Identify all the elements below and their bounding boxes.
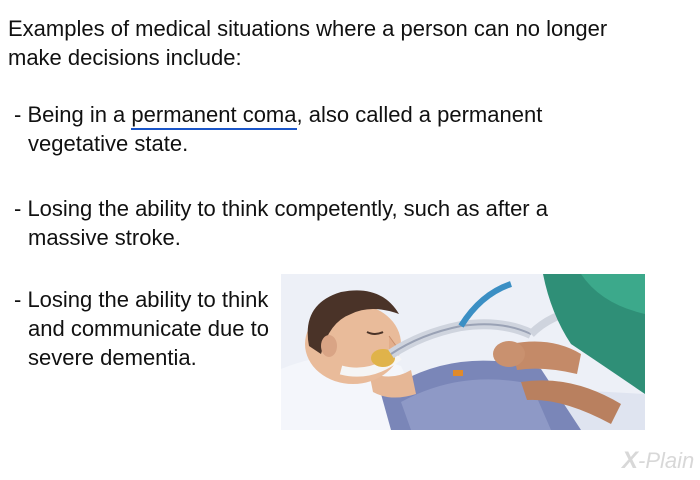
xplain-logo bbox=[622, 447, 694, 475]
logo-mark: X bbox=[622, 447, 639, 474]
patient-on-ventilator-illustration bbox=[281, 274, 645, 430]
permanent-coma-link[interactable]: permanent coma bbox=[131, 102, 296, 130]
bullet-permanent-coma bbox=[14, 100, 628, 158]
intro-text: Examples of medical situations where a person can no longer make decisions include: bbox=[8, 16, 608, 70]
bullet-prefix: - Being in a bbox=[14, 102, 132, 127]
bullet-dementia: - Losing the ability to think and communicate due to severe dementia. bbox=[14, 287, 269, 370]
logo-text: -Plain bbox=[638, 448, 695, 473]
bullet-stroke: - Losing the ability to think competently, such as after a massive stroke. bbox=[14, 196, 548, 250]
bullet-suffix: , also called a permanent vegetative state. bbox=[28, 102, 543, 156]
